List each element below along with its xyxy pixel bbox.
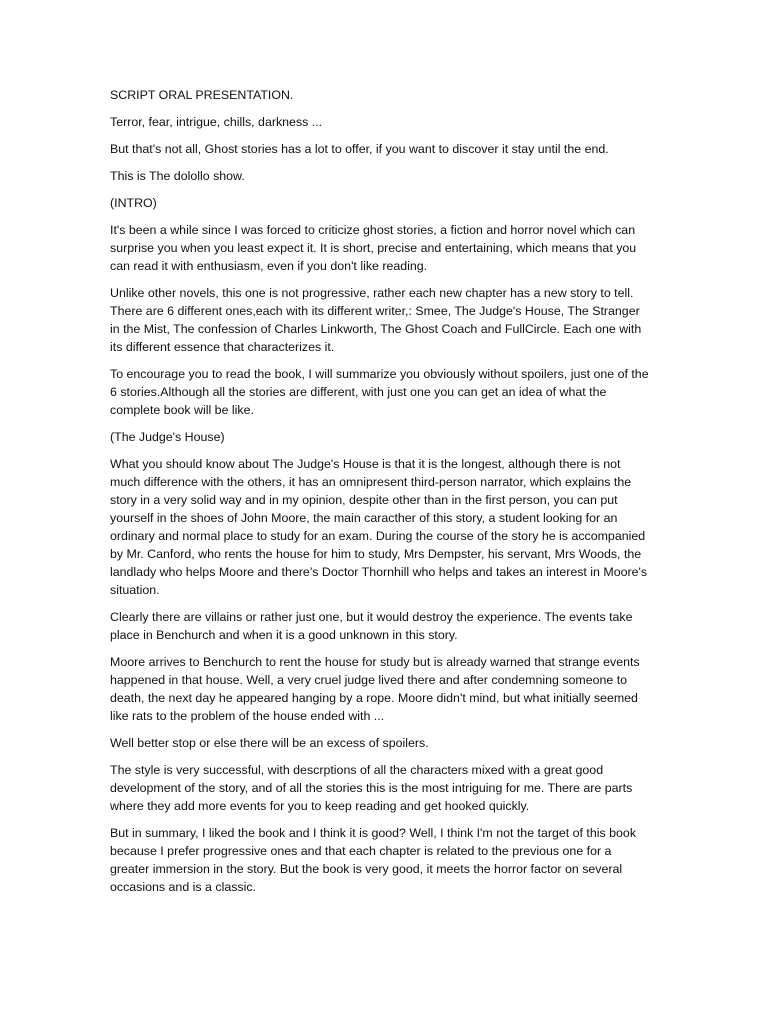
paragraph-judges-house: What you should know about The Judge's House is that it is the longest, although there is not much difference with the others, it has an omnipresent third-person narrator, which explains the story in a very solid way and in my opinion, despite other than in the first person, you can put yourself in the shoes of John Moore, the main caracther of this story, a student looking for an ordinary and normal place to study for an exam. During the course of the story he is accompanied by Mr. Canford, who rents the house for him to study, Mrs Dempster, his servant, Mrs Woods, the landlady who helps Moore and there’s Doctor Thornhill who helps and takes an interest in Moore's situation. bbox=[110, 457, 648, 597]
paragraph-hook: But that's not all, Ghost stories has a lot to offer, if you want to discover it stay until the end. bbox=[110, 142, 609, 156]
section-marker-intro: (INTRO) bbox=[110, 196, 157, 210]
document-title: SCRIPT ORAL PRESENTATION. bbox=[110, 88, 294, 102]
section-marker-judges-house: (The Judge's House) bbox=[110, 430, 225, 444]
paragraph-opening-words: Terror, fear, intrigue, chills, darkness ... bbox=[110, 115, 323, 129]
paragraph-structure: Unlike other novels, this one is not progressive, rather each new chapter has a new story to tell. There are 6 different ones,each with its different writer,: Smee, The Judge's House, The Stranger in the Mist, The confession of Charles Linkworth, The Ghost Coach and FullCircle. Each one with its different essence that characterizes it. bbox=[110, 286, 642, 354]
document-page bbox=[110, 86, 650, 905]
paragraph-villains: Clearly there are villains or rather just one, but it would destroy the experience. The events take place in Benchurch and when it is a good unknown in this story. bbox=[110, 610, 633, 642]
paragraph-spoilers: Well better stop or else there will be an excess of spoilers. bbox=[110, 736, 429, 750]
paragraph-style: The style is very successful, with descrptions of all the characters mixed with a great good development of the story, and of all the stories this is the most intriguing for me. There are parts where they add more events for you to keep reading and get hooked quickly. bbox=[110, 763, 633, 813]
paragraph-encouragement: To encourage you to read the book, I will summarize you obviously without spoilers, just one of the 6 stories.Although all the stories are different, with just one you can get an idea of what the complete book will be like. bbox=[110, 367, 649, 417]
paragraph-summary: But in summary, I liked the book and I think it is good? Well, I think I'm not the target of this book because I prefer progressive ones and that each chapter is related to the previous one for a greater immersion in the story. But the book is very good, it meets the horror factor on several occasions and is a classic. bbox=[110, 826, 637, 894]
paragraph-intro: It's been a while since I was forced to criticize ghost stories, a fiction and horror novel which can surprise you when you least expect it. It is short, precise and entertaining, which means that you can read it with enthusiasm, even if you don't like reading. bbox=[110, 223, 637, 273]
paragraph-plot: Moore arrives to Benchurch to rent the house for study but is already warned that strange events happened in that house. Well, a very cruel judge lived there and after condemning someone to death, the next day he appeared hanging by a rope. Moore didn't mind, but what initially seemed like rats to the problem of the house ended with ... bbox=[110, 655, 640, 723]
paragraph-show-name: This is The dolollo show. bbox=[110, 169, 245, 183]
